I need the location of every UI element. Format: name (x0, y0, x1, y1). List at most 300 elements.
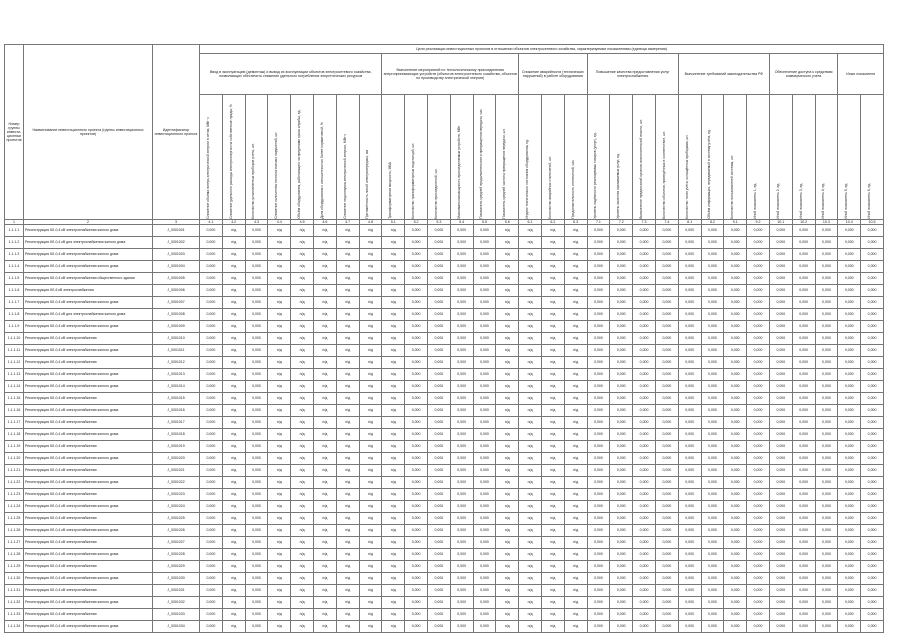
indicator-value: н/д (496, 609, 519, 621)
indicator-value: н/д (359, 249, 382, 261)
indicator-value: н/д (359, 345, 382, 357)
indicator-value: н/д (519, 525, 542, 537)
indicator-value: 0,000 (610, 321, 633, 333)
indicator-value: н/д (336, 381, 359, 393)
indicator-value: 0,000 (655, 345, 678, 357)
indicator-value: н/д (222, 321, 245, 333)
indicator-value: н/д (541, 357, 564, 369)
indicator-value: 0,000 (815, 525, 838, 537)
indicator-value: 0,000 (473, 297, 496, 309)
indicator-value: н/д (541, 393, 564, 405)
project-name: Реконструкция КЛ-0,4 кВ электроснабжения жилого дома (24, 477, 153, 489)
indicator-value: 0,000 (405, 225, 428, 237)
indicator-value: 0,000 (587, 597, 610, 609)
indicator-value: н/д (519, 537, 542, 549)
indicator-value: 0,000 (769, 333, 792, 345)
indicator-header-label: Иной показатель 6, ед. (867, 183, 872, 219)
indicator-value: 0,000 (747, 489, 770, 501)
indicator-value: н/д (313, 441, 336, 453)
indicator-value: 0,000 (427, 609, 450, 621)
indicator-value: 0,000 (587, 441, 610, 453)
indicator-value: н/д (564, 249, 587, 261)
indicator-value: н/д (268, 429, 291, 441)
indicator-value: н/д (382, 249, 405, 261)
indicator-value: 0,000 (861, 249, 884, 261)
indicator-value: 0,000 (838, 501, 861, 513)
indicator-value: 0,000 (245, 537, 268, 549)
indicator-value: 0,000 (815, 453, 838, 465)
indicator-value: н/д (336, 609, 359, 621)
indicator-value: н/д (519, 405, 542, 417)
indicator-value: 0,000 (724, 273, 747, 285)
indicator-value: н/д (313, 465, 336, 477)
indicator-value: 0,000 (655, 393, 678, 405)
indicator-value: 0,000 (861, 525, 884, 537)
indicator-value: 0,000 (747, 501, 770, 513)
indicator-value: 0,000 (473, 285, 496, 297)
indicator-value: н/д (496, 357, 519, 369)
indicator-value: 0,000 (747, 585, 770, 597)
indicator-value: 0,000 (678, 621, 701, 633)
indicator-value: н/д (222, 225, 245, 237)
indicator-value: 0,000 (838, 393, 861, 405)
indicator-header (587, 95, 610, 220)
indicator-value: 0,000 (701, 573, 724, 585)
indicator-value: н/д (382, 285, 405, 297)
indicator-value: 0,000 (633, 261, 656, 273)
indicator-value: 0,000 (678, 513, 701, 525)
project-name: Реконструкция КЛ-0,4 кВ электроснабжения жилого дома (24, 621, 153, 633)
indicator-value: 0,000 (633, 597, 656, 609)
indicator-value: 0,000 (427, 237, 450, 249)
indicator-value: 0,000 (838, 477, 861, 489)
indicator-value: н/д (519, 381, 542, 393)
indicator-value: н/д (336, 357, 359, 369)
indicator-value: н/д (291, 381, 314, 393)
indicator-value: н/д (359, 261, 382, 273)
indicator-value: 0,000 (450, 393, 473, 405)
indicator-value: 0,000 (245, 261, 268, 273)
indicator-value: 0,000 (427, 285, 450, 297)
indicator-value: 0,000 (861, 393, 884, 405)
project-name: Реконструкция КЛ-0,4 кВ электроснабжения жилого дома (24, 249, 153, 261)
column-number: 10.2 (792, 220, 815, 225)
indicator-value: 0,000 (792, 297, 815, 309)
project-id: J_0001020 (153, 453, 200, 465)
indicator-value: 0,000 (861, 561, 884, 573)
indicator-value: н/д (359, 489, 382, 501)
indicator-value: 0,000 (405, 597, 428, 609)
indicator-value: 0,000 (838, 249, 861, 261)
indicator-value: 0,000 (450, 513, 473, 525)
indicator-value: 0,000 (815, 345, 838, 357)
indicator-value: 0,000 (245, 609, 268, 621)
indicator-value: 0,000 (610, 369, 633, 381)
indicator-header-label: Протяжённость линий электропередачи, км (365, 150, 370, 219)
indicator-value: 0,000 (473, 369, 496, 381)
indicator-value: н/д (564, 261, 587, 273)
indicator-value: н/д (291, 261, 314, 273)
indicator-value: 0,000 (610, 237, 633, 249)
indicator-header-label: Иной показатель 2, ед. (776, 183, 781, 219)
row-number: 1.1.1.8 (5, 309, 24, 321)
indicator-value: н/д (313, 477, 336, 489)
indicator-value: н/д (496, 261, 519, 273)
indicator-value: н/д (496, 441, 519, 453)
indicator-header (633, 95, 656, 220)
indicator-value: 0,000 (861, 441, 884, 453)
row-number: 1.1.1.4 (5, 261, 24, 273)
project-id: J_0001002 (153, 237, 200, 249)
indicator-value: н/д (541, 405, 564, 417)
indicator-value: 0,000 (861, 585, 884, 597)
indicator-value: 0,000 (610, 489, 633, 501)
indicator-value: 0,000 (861, 549, 884, 561)
indicator-value: 0,000 (815, 225, 838, 237)
indicator-value: 0,000 (747, 309, 770, 321)
indicator-value: 0,000 (724, 489, 747, 501)
indicator-value: 0,000 (245, 549, 268, 561)
indicator-value: н/д (564, 477, 587, 489)
indicator-value: 0,000 (450, 273, 473, 285)
indicator-value: 0,000 (200, 573, 223, 585)
indicator-value: 0,000 (587, 537, 610, 549)
indicator-value: 0,000 (724, 225, 747, 237)
indicator-value: 0,000 (792, 345, 815, 357)
indicator-value: 0,000 (815, 333, 838, 345)
indicator-value: 0,000 (678, 345, 701, 357)
indicator-value: н/д (382, 321, 405, 333)
project-id: J_0001018 (153, 429, 200, 441)
indicator-value: 0,000 (633, 309, 656, 321)
indicator-value: 0,000 (701, 297, 724, 309)
indicator-value: 0,000 (427, 309, 450, 321)
indicator-value: н/д (564, 609, 587, 621)
indicator-value: н/д (359, 429, 382, 441)
row-number: 1.1.1.22 (5, 477, 24, 489)
indicator-header (313, 95, 336, 220)
indicator-header (245, 95, 268, 220)
indicator-value: 0,000 (473, 441, 496, 453)
indicator-value: н/д (291, 345, 314, 357)
indicator-value: 0,000 (678, 501, 701, 513)
indicator-value: 0,000 (405, 441, 428, 453)
indicator-value: 0,000 (815, 441, 838, 453)
indicator-value: 0,000 (792, 261, 815, 273)
indicator-value: 0,000 (633, 297, 656, 309)
indicator-value: н/д (541, 321, 564, 333)
project-id: J_0001009 (153, 321, 200, 333)
indicator-value: н/д (359, 273, 382, 285)
indicator-value: 0,000 (450, 237, 473, 249)
project-name: Реконструкция КЛ-0,4 кВ электроснабжения жилого дома (24, 381, 153, 393)
indicator-value: н/д (382, 513, 405, 525)
table-row (5, 465, 884, 477)
indicator-value: 0,000 (587, 261, 610, 273)
column-number: 5.2 (405, 220, 428, 225)
indicator-value: 0,000 (769, 441, 792, 453)
indicator-value: 0,000 (655, 405, 678, 417)
indicator-value: 0,000 (769, 573, 792, 585)
indicator-header-label: Снижение удельного расхода электроэнергии на собственные нужды, % (228, 104, 233, 219)
indicator-value: н/д (313, 273, 336, 285)
column-number: 8.2 (701, 220, 724, 225)
indicator-value: н/д (268, 609, 291, 621)
indicator-value: н/д (382, 501, 405, 513)
indicator-value: н/д (268, 549, 291, 561)
group-header: Снижение аварийности (технических нарушений) в работе оборудования (519, 54, 587, 95)
indicator-value: 0,000 (815, 537, 838, 549)
indicator-value: 0,000 (405, 417, 428, 429)
indicator-value: н/д (336, 501, 359, 513)
indicator-value: 0,000 (427, 621, 450, 633)
column-number: 9.1 (724, 220, 747, 225)
project-name: Реконструкция КЛ-0,4 кВ электроснабжения жилого дома (24, 573, 153, 585)
indicator-value: 0,000 (861, 261, 884, 273)
indicator-value: 0,000 (747, 261, 770, 273)
indicator-value: н/д (496, 561, 519, 573)
indicator-value: 0,000 (701, 465, 724, 477)
project-id: J_0001006 (153, 285, 200, 297)
project-id: J_0001028 (153, 549, 200, 561)
indicator-value: н/д (382, 489, 405, 501)
indicator-value: н/д (222, 345, 245, 357)
indicator-value: 0,000 (200, 597, 223, 609)
indicator-value: н/д (564, 501, 587, 513)
indicator-value: н/д (496, 381, 519, 393)
indicator-value: 0,000 (633, 357, 656, 369)
indicator-value: 0,000 (405, 237, 428, 249)
indicator-value: 0,000 (792, 609, 815, 621)
indicator-value: н/д (564, 357, 587, 369)
indicator-value: 0,000 (769, 453, 792, 465)
indicator-value: 0,000 (655, 585, 678, 597)
indicator-value: 0,000 (815, 585, 838, 597)
indicator-value: н/д (519, 321, 542, 333)
row-number: 1.1.1.30 (5, 573, 24, 585)
table-row (5, 453, 884, 465)
indicator-value: н/д (291, 477, 314, 489)
indicator-value: н/д (359, 417, 382, 429)
indicator-value: 0,000 (724, 549, 747, 561)
table-row (5, 225, 884, 237)
indicator-value: 0,000 (861, 225, 884, 237)
indicator-value: 0,000 (655, 501, 678, 513)
indicator-value: 0,000 (427, 525, 450, 537)
row-number: 1.1.1.18 (5, 429, 24, 441)
indicator-value: н/д (496, 393, 519, 405)
indicator-value: н/д (519, 561, 542, 573)
indicator-value: 0,000 (678, 429, 701, 441)
indicator-value: н/д (541, 585, 564, 597)
indicator-value: 0,000 (427, 597, 450, 609)
indicator-value: н/д (313, 369, 336, 381)
project-name: Реконструкция КЛ-0,4 кВ для электроснабжения жилого дома (24, 237, 153, 249)
indicator-value: 0,000 (701, 405, 724, 417)
indicator-value: 0,000 (473, 501, 496, 513)
indicator-value: 0,000 (200, 621, 223, 633)
indicator-value: 0,000 (747, 357, 770, 369)
indicator-value: н/д (359, 609, 382, 621)
indicator-value: н/д (564, 465, 587, 477)
indicator-value: 0,000 (724, 369, 747, 381)
indicator-value: н/д (519, 417, 542, 429)
indicator-value: 0,000 (610, 393, 633, 405)
indicator-value: н/д (519, 501, 542, 513)
indicator-value: н/д (268, 285, 291, 297)
indicator-value: н/д (359, 333, 382, 345)
indicator-value: 0,000 (610, 501, 633, 513)
indicator-value: 0,000 (427, 477, 450, 489)
column-number: 4.2 (222, 220, 245, 225)
indicator-value: н/д (313, 405, 336, 417)
indicator-value: н/д (382, 381, 405, 393)
indicator-value: 0,000 (724, 357, 747, 369)
row-number: 1.1.1.7 (5, 297, 24, 309)
indicator-value: 0,000 (427, 561, 450, 573)
indicator-value: 0,000 (655, 417, 678, 429)
indicator-value: н/д (268, 477, 291, 489)
indicator-value: 0,000 (655, 477, 678, 489)
indicator-value: 0,000 (678, 297, 701, 309)
indicator-value: н/д (564, 333, 587, 345)
indicator-value: 0,000 (405, 561, 428, 573)
indicator-value: 0,000 (633, 381, 656, 393)
indicator-header (405, 95, 428, 220)
indicator-value: н/д (268, 225, 291, 237)
indicator-value: 0,000 (724, 297, 747, 309)
indicator-value: 0,000 (815, 513, 838, 525)
indicator-value: н/д (336, 489, 359, 501)
column-number: 3 (153, 220, 200, 225)
indicator-value: 0,000 (769, 309, 792, 321)
indicator-value: 0,000 (769, 273, 792, 285)
indicator-value: н/д (382, 393, 405, 405)
indicator-value: 0,000 (587, 393, 610, 405)
indicator-value: 0,000 (245, 309, 268, 321)
indicator-value: 0,000 (655, 285, 678, 297)
indicator-value: н/д (313, 537, 336, 549)
indicator-value: 0,000 (245, 477, 268, 489)
indicator-value: 0,000 (473, 417, 496, 429)
indicator-value: 0,000 (769, 525, 792, 537)
indicator-value: н/д (519, 429, 542, 441)
indicator-value: н/д (268, 561, 291, 573)
indicator-value: 0,000 (245, 417, 268, 429)
indicator-value: н/д (382, 333, 405, 345)
indicator-value: 0,000 (838, 273, 861, 285)
indicator-value: 0,000 (701, 273, 724, 285)
indicator-value: 0,000 (245, 345, 268, 357)
row-number: 1.1.1.5 (5, 273, 24, 285)
indicator-value: 0,000 (792, 525, 815, 537)
project-id: J_0001008 (153, 309, 200, 321)
indicator-value: 0,000 (245, 369, 268, 381)
indicator-value: н/д (541, 225, 564, 237)
indicator-value: 0,000 (815, 249, 838, 261)
indicator-value: н/д (291, 393, 314, 405)
indicator-value: н/д (336, 249, 359, 261)
indicator-value: н/д (291, 453, 314, 465)
row-number: 1.1.1.34 (5, 621, 24, 633)
indicator-value: н/д (268, 621, 291, 633)
indicator-value: 0,000 (587, 489, 610, 501)
indicator-value: н/д (382, 597, 405, 609)
indicator-value: н/д (291, 429, 314, 441)
indicator-value: 0,000 (724, 249, 747, 261)
indicator-value: 0,000 (838, 285, 861, 297)
indicator-value: 0,000 (427, 393, 450, 405)
indicator-value: 0,000 (245, 321, 268, 333)
indicator-value: 0,000 (473, 405, 496, 417)
indicator-value: 0,000 (701, 333, 724, 345)
indicator-value: н/д (222, 465, 245, 477)
indicator-value: н/д (336, 405, 359, 417)
indicator-value: 0,000 (450, 381, 473, 393)
indicator-value: 0,000 (724, 345, 747, 357)
indicator-value: 0,000 (815, 597, 838, 609)
table-row (5, 321, 884, 333)
indicator-value: н/д (291, 561, 314, 573)
indicator-value: н/д (268, 501, 291, 513)
indicator-value: н/д (382, 477, 405, 489)
row-number: 1.1.1.26 (5, 525, 24, 537)
row-number: 1.1.1.15 (5, 393, 24, 405)
indicator-value: 0,000 (678, 441, 701, 453)
indicator-value: 0,000 (405, 357, 428, 369)
indicator-value: 0,000 (747, 549, 770, 561)
indicator-value: 0,000 (655, 441, 678, 453)
table-row (5, 585, 884, 597)
indicator-value: 0,000 (473, 549, 496, 561)
indicator-header (610, 95, 633, 220)
indicator-value: н/д (564, 537, 587, 549)
column-number: 10.5 (861, 220, 884, 225)
table-row (5, 501, 884, 513)
indicator-value: 0,000 (701, 261, 724, 273)
indicator-header-label: Уровень надёжности реализуемых товаров (услуг), ед. (593, 132, 598, 219)
indicator-value: 0,000 (405, 333, 428, 345)
indicator-value: 0,000 (747, 417, 770, 429)
indicator-value: 0,000 (724, 453, 747, 465)
indicator-value: н/д (359, 573, 382, 585)
indicator-header (678, 95, 701, 220)
indicator-value: 0,000 (655, 489, 678, 501)
indicator-value: н/д (313, 573, 336, 585)
indicator-value: 0,000 (655, 369, 678, 381)
indicator-header (747, 95, 770, 220)
indicator-value: н/д (336, 297, 359, 309)
indicator-value: н/д (222, 513, 245, 525)
project-id: J_0001016 (153, 405, 200, 417)
indicator-value: 0,000 (473, 333, 496, 345)
table-row (5, 285, 884, 297)
indicator-value: 0,000 (633, 513, 656, 525)
indicator-value: 0,000 (610, 309, 633, 321)
indicator-value: 0,000 (405, 249, 428, 261)
indicator-value: 0,000 (724, 429, 747, 441)
indicator-value: 0,000 (792, 417, 815, 429)
indicator-value: 0,000 (245, 597, 268, 609)
indicator-value: н/д (359, 321, 382, 333)
indicator-value: 0,000 (815, 285, 838, 297)
indicator-value: н/д (382, 525, 405, 537)
indicator-value: 0,000 (724, 609, 747, 621)
indicator-value: 0,000 (633, 285, 656, 297)
indicator-value: 0,000 (838, 585, 861, 597)
indicator-value: н/д (382, 345, 405, 357)
indicator-value: 0,000 (678, 525, 701, 537)
